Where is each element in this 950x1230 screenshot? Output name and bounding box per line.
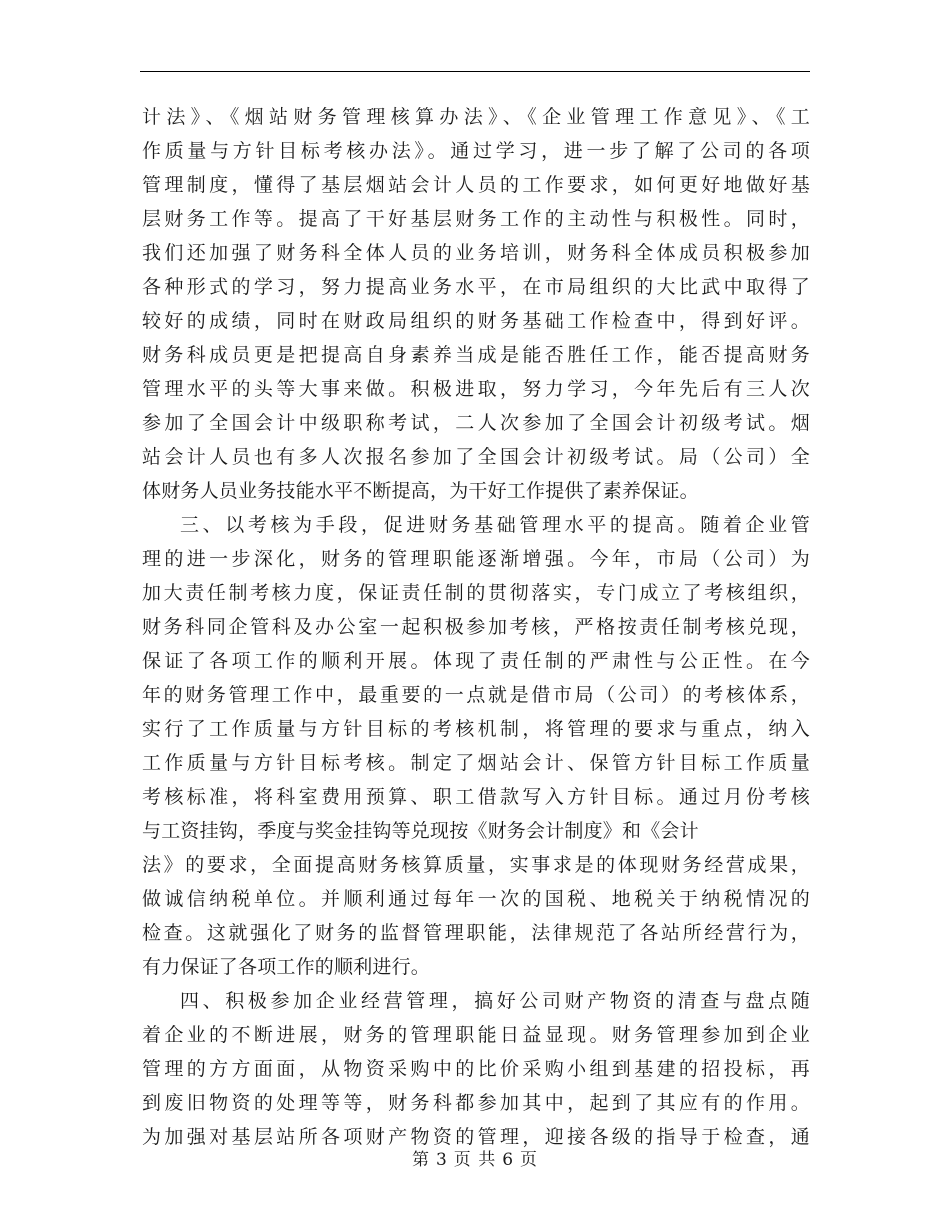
page-number: 3 — [435, 1150, 448, 1170]
text-line: 为加强对基层站所各项财产物资的管理，迎接各级的指导于检查，通 — [142, 1126, 810, 1148]
text-line: 作质量与方针目标考核办法》。通过学习，进一步了解了公司的各项 — [142, 140, 810, 162]
text-line: 管理的方方面面，从物资采购中的比价采购小组到基建的招投标，再 — [142, 1058, 810, 1080]
text-line: 检查。这就强化了财务的监督管理职能，法律规范了各站所经营行为， — [142, 922, 810, 944]
page-footer — [0, 1148, 950, 1172]
header-rule — [140, 71, 810, 72]
footer-middle: 页 共 — [453, 1150, 497, 1170]
text-line: 站会计人员也有多人次报名参加了全国会计初级考试。局（公司）全 — [142, 446, 810, 468]
text-line: 理的进一步深化，财务的管理职能逐渐增强。今年，市局（公司）为 — [142, 548, 810, 570]
text-line: 各种形式的学习，努力提高业务水平，在市局组织的大比武中取得了 — [142, 276, 810, 298]
text-line: 有力保证了各项工作的顺利进行。 — [142, 956, 431, 978]
text-line: 与工资挂钩，季度与奖金挂钩等兑现按《财务会计制度》和《会计 — [142, 820, 699, 842]
text-line: 管理水平的头等大事来做。积极进取，努力学习，今年先后有三人次 — [142, 378, 810, 400]
document-body — [142, 100, 810, 1154]
text-line: 财务科成员更是把提高自身素养当成是能否胜任工作，能否提高财务 — [142, 344, 810, 366]
text-line: 着企业的不断进展，财务的管理职能日益显现。财务管理参加到企业 — [142, 1024, 810, 1046]
text-line: 工作质量与方针目标考核。制定了烟站会计、保管方针目标工作质量 — [142, 752, 810, 774]
total-pages: 6 — [502, 1150, 515, 1170]
text-line: 计法》、《烟站财务管理核算办法》、《企业管理工作意见》、《工 — [142, 106, 810, 128]
text-line: 我们还加强了财务科全体人员的业务培训，财务科全体成员积极参加 — [142, 242, 810, 264]
text-line: 法》的要求，全面提高财务核算质量，实事求是的体现财务经营成果， — [142, 854, 810, 876]
text-line: 保证了各项工作的顺利开展。体现了责任制的严肃性与公正性。在今 — [142, 650, 810, 672]
text-line: 年的财务管理工作中，最重要的一点就是借市局（公司）的考核体系， — [142, 684, 810, 706]
footer-suffix: 页 — [520, 1150, 539, 1170]
text-line: 财务科同企管科及办公室一起积极参加考核，严格按责任制考核兑现， — [142, 616, 810, 638]
section-heading-line: 四、积极参加企业经营管理，搞好公司财产物资的清查与盘点随 — [180, 990, 810, 1012]
footer-prefix: 第 — [411, 1150, 430, 1170]
text-line: 体财务人员业务技能水平不断提高，为干好工作提供了素养保证。 — [142, 480, 699, 502]
text-line: 做诚信纳税单位。并顺利通过每年一次的国税、地税关于纳税情况的 — [142, 888, 810, 910]
text-line: 较好的成绩，同时在财政局组织的财务基础工作检查中，得到好评。 — [142, 310, 810, 332]
text-line: 实行了工作质量与方针目标的考核机制，将管理的要求与重点，纳入 — [142, 718, 810, 740]
text-line: 管理制度，懂得了基层烟站会计人员的工作要求，如何更好地做好基 — [142, 174, 810, 196]
text-line: 考核标准，将科室费用预算、职工借款写入方针目标。通过月份考核 — [142, 786, 810, 808]
text-line: 层财务工作等。提高了干好基层财务工作的主动性与积极性。同时， — [142, 208, 810, 230]
text-line: 到废旧物资的处理等等，财务科都参加其中，起到了其应有的作用。 — [142, 1092, 810, 1114]
text-line: 参加了全国会计中级职称考试，二人次参加了全国会计初级考试。烟 — [142, 412, 810, 434]
text-line: 加大责任制考核力度，保证责任制的贯彻落实，专门成立了考核组织， — [142, 582, 810, 604]
section-heading-line: 三、以考核为手段，促进财务基础管理水平的提高。随着企业管 — [180, 514, 810, 536]
